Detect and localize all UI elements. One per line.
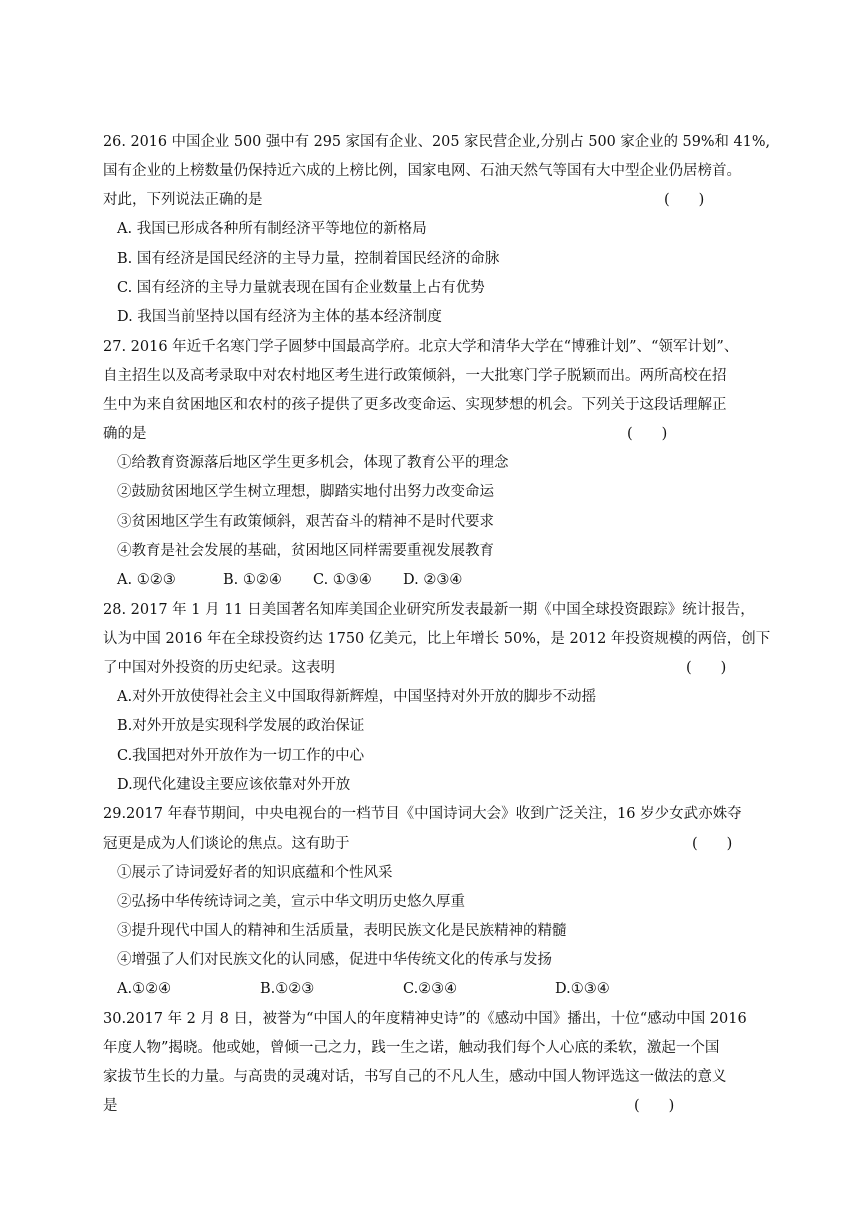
question-stem-line: 年度人物”揭晓。他或她，曾倾一己之力，践一生之诺，触动我们每个人心底的柔软，激起一个国 — [103, 1040, 720, 1056]
option-a: A. 我国已形成各种所有制经济平等地位的新格局 — [117, 221, 427, 237]
choice-c: C. ①③④ — [313, 572, 372, 588]
answer-bracket: ( ) — [686, 660, 727, 676]
statement-3: ③提升现代中国人的精神和生活质量，表明民族文化是民族精神的精髓 — [117, 923, 567, 939]
question-stem-line: 30.2017 年 2 月 8 日，被誉为“中国人的年度精神史诗”的《感动中国》播出，十位“感动中国 2016 — [103, 1011, 747, 1027]
question-stem-line: 27. 2016 年近千名寒门学子圆梦中国最高学府。北京大学和清华大学在“博雅计划”、“领军计划”、 — [103, 339, 739, 355]
question-stem-line: 28. 2017 年 1 月 11 日美国著名知库美国企业研究所发表最新一期《中国全球投资跟踪》统计报告， — [103, 602, 755, 618]
choice-b: B.①②③ — [260, 981, 315, 997]
statement-4: ④增强了人们对民族文化的认同感，促进中华传统文化的传承与发扬 — [117, 952, 552, 968]
statement-1: ①给教育资源落后地区学生更多机会，体现了教育公平的理念 — [117, 455, 509, 471]
question-stem-line: 生中为来自贫困地区和农村的孩子提供了更多改变命运、实现梦想的机会。下列关于这段话理解正 — [103, 397, 727, 413]
question-stem-line: 家拔节生长的力量。与高贵的灵魂对话，书写自己的不凡人生，感动中国人物评选这一做法的意义 — [103, 1069, 727, 1085]
statement-3: ③贫困地区学生有政策倾斜，艰苦奋斗的精神不是时代要求 — [117, 514, 494, 530]
option-b: B.对外开放是实现科学发展的政治保证 — [117, 718, 365, 734]
question-stem-line: 对此，下列说法正确的是 — [103, 192, 263, 208]
option-d: D.现代化建设主要应该依靠对外开放 — [117, 777, 351, 793]
choice-a: A. ①②③ — [117, 572, 176, 588]
question-stem-line: 29.2017 年春节期间，中央电视台的一档节目《中国诗词大会》收到广泛关注，16 岁少女武亦姝夺 — [103, 806, 742, 822]
option-c: C.我国把对外开放作为一切工作的中心 — [117, 748, 365, 764]
question-stem-line: 26. 2016 中国企业 500 强中有 295 家国有企业、205 家民营企业,分别占 500 家企业的 59%和 41%, — [103, 134, 771, 150]
choice-d: D.①③④ — [555, 981, 610, 997]
statement-2: ②鼓励贫困地区学生树立理想，脚踏实地付出努力改变命运 — [117, 484, 494, 500]
question-stem-line: 确的是 — [103, 426, 147, 442]
choice-d: D. ②③④ — [403, 572, 463, 588]
answer-bracket: ( ) — [692, 836, 733, 852]
answer-bracket: ( ) — [627, 426, 668, 442]
option-b: B. 国有经济是国民经济的主导力量，控制着国民经济的命脉 — [117, 251, 500, 267]
question-stem-line: 了中国对外投资的历史纪录。这表明 — [103, 660, 335, 676]
statement-2: ②弘扬中华传统诗词之美，宣示中华文明历史悠久厚重 — [117, 894, 465, 910]
answer-bracket: ( ) — [634, 1098, 675, 1114]
question-stem-line: 国有企业的上榜数量仍保持近六成的上榜比例，国家电网、石油天然气等国有大中型企业仍居榜首。 — [103, 163, 741, 179]
choice-a: A.①②④ — [117, 981, 172, 997]
choice-b: B. ①②④ — [223, 572, 282, 588]
choice-c: C.②③④ — [403, 981, 458, 997]
question-stem-line: 认为中国 2016 年在全球投资约达 1750 亿美元，比上年增长 50%，是 2012 年投资规模的两倍，创下 — [103, 631, 771, 647]
option-c: C. 国有经济的主导力量就表现在国有企业数量上占有优势 — [117, 280, 485, 296]
option-d: D. 我国当前坚持以国有经济为主体的基本经济制度 — [117, 309, 442, 325]
question-stem-line: 是 — [103, 1098, 118, 1114]
answer-bracket: ( ) — [664, 192, 705, 208]
question-stem-line: 冠更是成为人们谈论的焦点。这有助于 — [103, 836, 350, 852]
statement-1: ①展示了诗词爱好者的知识底蕴和个性风采 — [117, 865, 393, 881]
question-stem-line: 自主招生以及高考录取中对农村地区考生进行政策倾斜，一大批寒门学子脱颖而出。两所高校在招 — [103, 368, 727, 384]
statement-4: ④教育是社会发展的基础，贫困地区同样需要重视发展教育 — [117, 543, 494, 559]
option-a: A.对外开放使得社会主义中国取得新辉煌，中国坚持对外开放的脚步不动摇 — [117, 689, 597, 705]
